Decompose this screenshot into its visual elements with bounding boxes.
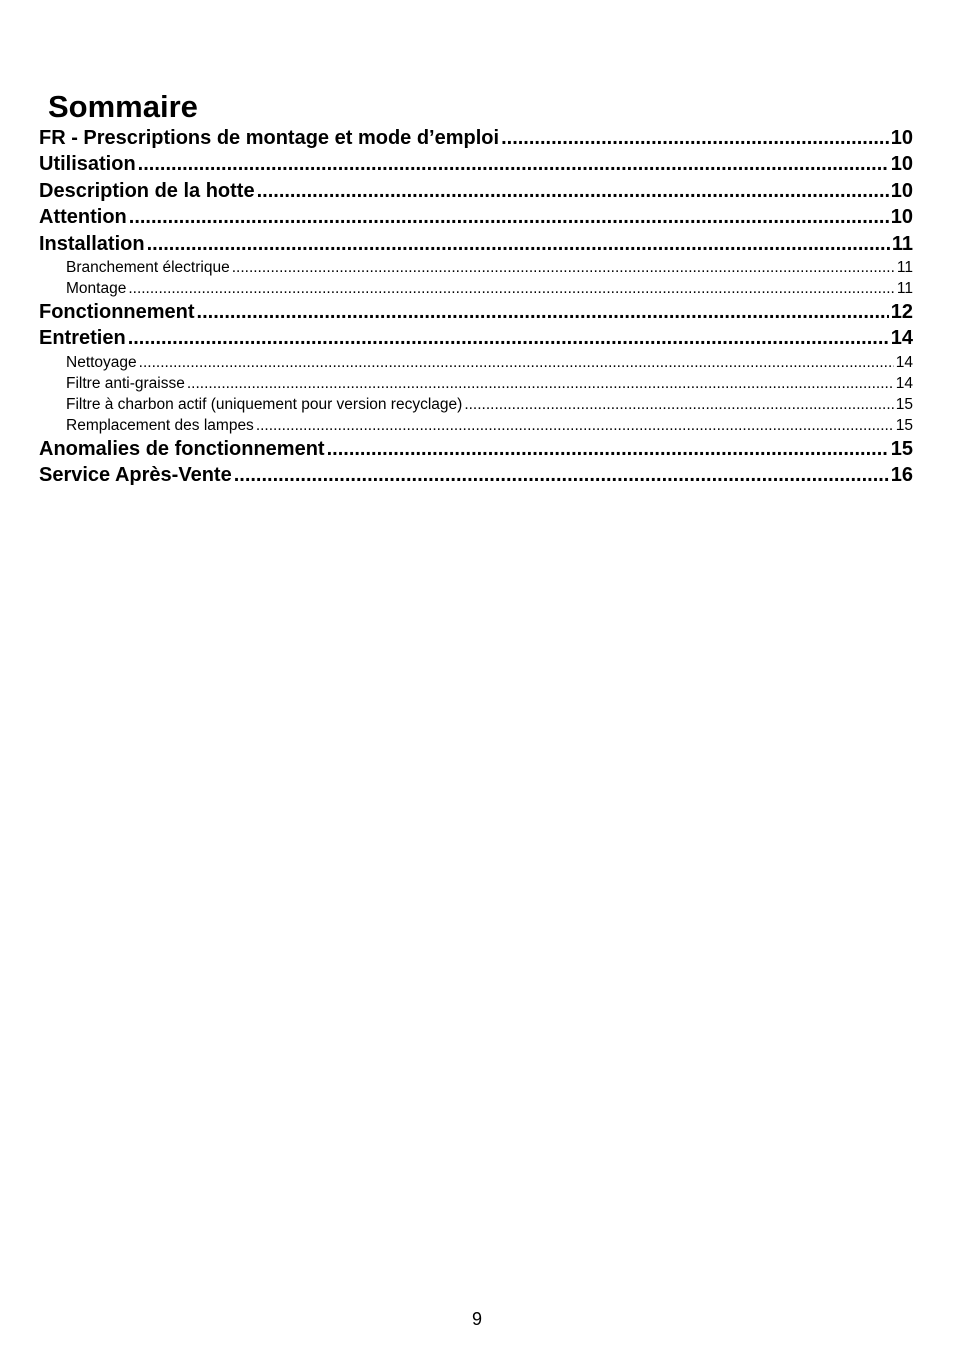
toc-entry-label: Utilisation: [39, 153, 136, 176]
dot-leader: [501, 125, 889, 151]
toc-entry-page: 11: [896, 279, 913, 297]
dot-leader: [129, 204, 889, 230]
toc-entry-page: 16: [890, 464, 913, 487]
toc-entry-label: Remplacement des lampes: [66, 416, 254, 434]
toc-entry-page: 10: [890, 179, 913, 202]
toc-entry-label: Installation: [39, 232, 145, 255]
toc-entry-entretien[interactable]: [39, 325, 913, 351]
toc-entry-page: 10: [890, 127, 913, 149]
toc-entry-label: Nettoyage: [66, 353, 137, 371]
toc-subentry-filtre-charbon[interactable]: [39, 394, 913, 415]
toc-entry-label: Service Après-Vente: [39, 464, 232, 487]
toc-entry-page: 15: [895, 395, 913, 413]
toc-entry-attention[interactable]: [39, 204, 913, 230]
dot-leader: [464, 394, 893, 415]
toc-entry-utilisation[interactable]: [39, 151, 913, 177]
toc-subentry-filtre-anti-graisse[interactable]: [39, 373, 913, 394]
toc-entry-label: Fonctionnement: [39, 300, 195, 323]
dot-leader: [232, 257, 895, 278]
dot-leader: [257, 178, 889, 204]
toc-entry-page: 14: [890, 327, 913, 350]
page-number: 9: [471, 1309, 482, 1329]
toc-entry-fonctionnement[interactable]: [39, 299, 913, 325]
toc-entry-page: 15: [890, 437, 913, 460]
dot-leader: [139, 352, 894, 373]
toc-entry-page: 11: [891, 232, 913, 255]
toc-entry-service[interactable]: [39, 462, 913, 488]
page-title: Sommaire: [48, 89, 198, 124]
toc-entry-label: Entretien: [39, 327, 126, 350]
toc-entry-anomalies[interactable]: [39, 436, 913, 462]
toc-entry-page: 10: [890, 153, 913, 176]
toc-entry-description[interactable]: [39, 178, 913, 204]
dot-leader: [327, 436, 889, 462]
dot-leader: [256, 415, 894, 436]
toc-subentry-branchement[interactable]: [39, 257, 913, 278]
table-of-contents: [39, 125, 913, 489]
toc-entry-label: Description de la hotte: [39, 179, 255, 202]
dot-leader: [234, 462, 889, 488]
dot-leader: [147, 231, 890, 257]
toc-entry-label: Attention: [39, 206, 127, 229]
toc-entry-label: Anomalies de fonctionnement: [39, 437, 325, 460]
dot-leader: [128, 325, 889, 351]
dot-leader: [187, 373, 894, 394]
toc-entry-page: 14: [895, 353, 913, 371]
toc-entry-label: Montage: [66, 279, 127, 297]
toc-subentry-lampes[interactable]: [39, 415, 913, 436]
dot-leader: [128, 278, 895, 299]
toc-entry-page: 10: [890, 206, 913, 229]
toc-entry-label: FR - Prescriptions de montage et mode d’emploi: [39, 127, 500, 149]
dot-leader: [197, 299, 889, 325]
toc-entry-page: 15: [895, 416, 913, 434]
dot-leader: [138, 151, 889, 177]
toc-entry-label: Filtre à charbon actif (uniquement pour version recyclage): [66, 395, 463, 413]
toc-entry-page: 11: [896, 258, 913, 276]
toc-subentry-nettoyage[interactable]: [39, 352, 913, 373]
toc-entry-page: 14: [895, 374, 913, 392]
toc-entry-page: 12: [890, 300, 913, 323]
toc-subentry-montage[interactable]: [39, 278, 913, 299]
toc-entry-label: Filtre anti-graisse: [66, 374, 185, 392]
toc-entry-label: Branchement électrique: [66, 258, 230, 276]
toc-entry-installation[interactable]: [39, 231, 913, 257]
toc-entry-prescriptions[interactable]: [39, 125, 913, 151]
